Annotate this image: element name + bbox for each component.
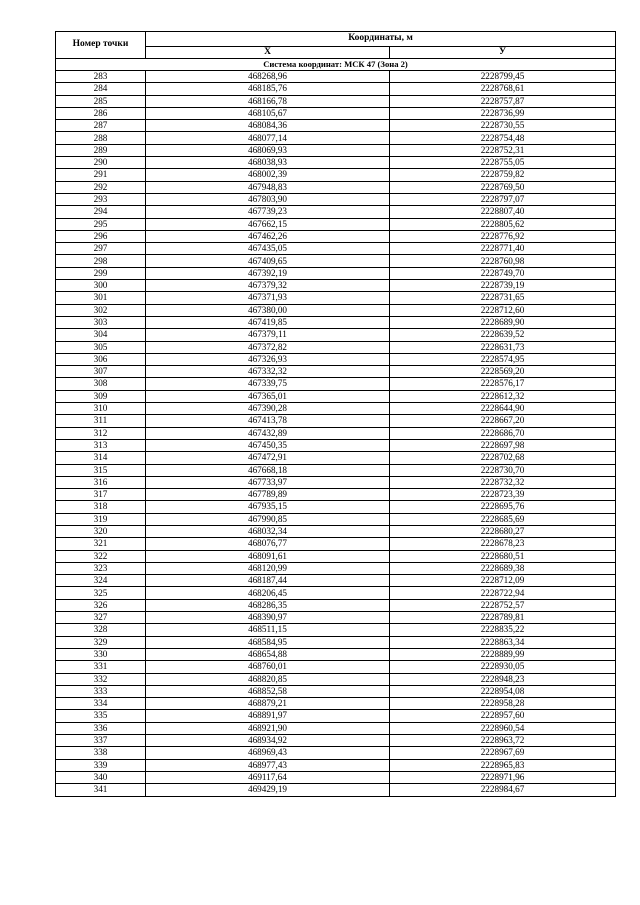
cell-point-number: 331 <box>56 661 146 673</box>
cell-point-number: 295 <box>56 218 146 230</box>
cell-x: 468076,77 <box>146 538 390 550</box>
cell-x: 468206,45 <box>146 587 390 599</box>
cell-y: 2228680,27 <box>390 525 616 537</box>
table-row <box>56 771 616 783</box>
cell-y: 2228689,90 <box>390 316 616 328</box>
cell-point-number: 312 <box>56 427 146 439</box>
cell-y: 2228723,39 <box>390 489 616 501</box>
table-row <box>56 83 616 95</box>
cell-x: 468390,97 <box>146 612 390 624</box>
table-row <box>56 464 616 476</box>
header-x: Х <box>146 46 390 58</box>
cell-x: 467392,19 <box>146 267 390 279</box>
cell-point-number: 337 <box>56 735 146 747</box>
cell-y: 2228805,62 <box>390 218 616 230</box>
cell-point-number: 307 <box>56 366 146 378</box>
cell-point-number: 328 <box>56 624 146 636</box>
table-row <box>56 489 616 501</box>
table-body <box>56 59 616 797</box>
cell-point-number: 302 <box>56 304 146 316</box>
table-row <box>56 120 616 132</box>
header-coordinates: Координаты, м <box>146 32 616 47</box>
table-header <box>56 32 616 59</box>
table-row <box>56 525 616 537</box>
cell-x: 468852,58 <box>146 685 390 697</box>
table-row <box>56 218 616 230</box>
cell-point-number: 330 <box>56 648 146 660</box>
cell-y: 2228749,70 <box>390 267 616 279</box>
cell-point-number: 341 <box>56 784 146 796</box>
cell-y: 2228678,23 <box>390 538 616 550</box>
table-row <box>56 206 616 218</box>
cell-point-number: 313 <box>56 439 146 451</box>
cell-x: 467390,28 <box>146 403 390 415</box>
table-row <box>56 599 616 611</box>
cell-point-number: 286 <box>56 107 146 119</box>
cell-point-number: 310 <box>56 403 146 415</box>
cell-y: 2228697,98 <box>390 439 616 451</box>
table-row <box>56 661 616 673</box>
cell-point-number: 309 <box>56 390 146 402</box>
cell-x: 468069,93 <box>146 144 390 156</box>
cell-y: 2228958,28 <box>390 698 616 710</box>
cell-x: 468921,90 <box>146 722 390 734</box>
cell-point-number: 305 <box>56 341 146 353</box>
cell-x: 468084,36 <box>146 120 390 132</box>
cell-x: 467990,85 <box>146 513 390 525</box>
cell-point-number: 335 <box>56 710 146 722</box>
cell-x: 468654,88 <box>146 648 390 660</box>
cell-x: 468077,14 <box>146 132 390 144</box>
cell-point-number: 324 <box>56 575 146 587</box>
cell-x: 467450,35 <box>146 439 390 451</box>
cell-point-number: 300 <box>56 280 146 292</box>
cell-point-number: 339 <box>56 759 146 771</box>
table-row <box>56 673 616 685</box>
cell-y: 2228667,20 <box>390 415 616 427</box>
cell-x: 467432,89 <box>146 427 390 439</box>
cell-point-number: 326 <box>56 599 146 611</box>
cell-point-number: 304 <box>56 329 146 341</box>
table-row <box>56 390 616 402</box>
cell-x: 468032,34 <box>146 525 390 537</box>
cell-x: 468977,43 <box>146 759 390 771</box>
table-row <box>56 648 616 660</box>
cell-y: 2228789,81 <box>390 612 616 624</box>
cell-x: 467413,78 <box>146 415 390 427</box>
table-row <box>56 685 616 697</box>
cell-x: 468891,97 <box>146 710 390 722</box>
cell-x: 468120,99 <box>146 562 390 574</box>
cell-y: 2228639,52 <box>390 329 616 341</box>
cell-point-number: 338 <box>56 747 146 759</box>
table-row <box>56 722 616 734</box>
cell-point-number: 316 <box>56 476 146 488</box>
table-row <box>56 304 616 316</box>
cell-point-number: 317 <box>56 489 146 501</box>
cell-y: 2228948,23 <box>390 673 616 685</box>
cell-y: 2228695,76 <box>390 501 616 513</box>
cell-y: 2228799,45 <box>390 71 616 83</box>
coordinates-sheet <box>55 31 615 797</box>
cell-y: 2228930,05 <box>390 661 616 673</box>
cell-x: 468511,15 <box>146 624 390 636</box>
cell-y: 2228755,05 <box>390 157 616 169</box>
cell-y: 2228731,65 <box>390 292 616 304</box>
cell-point-number: 287 <box>56 120 146 132</box>
coordinates-table <box>55 31 616 797</box>
table-row <box>56 280 616 292</box>
cell-x: 467326,93 <box>146 353 390 365</box>
cell-point-number: 319 <box>56 513 146 525</box>
table-row <box>56 747 616 759</box>
table-row <box>56 624 616 636</box>
cell-x: 467668,18 <box>146 464 390 476</box>
cell-y: 2228702,68 <box>390 452 616 464</box>
cell-y: 2228644,90 <box>390 403 616 415</box>
cell-point-number: 288 <box>56 132 146 144</box>
cell-point-number: 296 <box>56 230 146 242</box>
cell-point-number: 327 <box>56 612 146 624</box>
cell-y: 2228712,09 <box>390 575 616 587</box>
header-y: У <box>390 46 616 58</box>
cell-point-number: 323 <box>56 562 146 574</box>
cell-y: 2228730,55 <box>390 120 616 132</box>
cell-point-number: 332 <box>56 673 146 685</box>
cell-point-number: 315 <box>56 464 146 476</box>
cell-y: 2228863,34 <box>390 636 616 648</box>
cell-x: 467332,32 <box>146 366 390 378</box>
cell-x: 468879,21 <box>146 698 390 710</box>
cell-y: 2228612,32 <box>390 390 616 402</box>
cell-y: 2228768,61 <box>390 83 616 95</box>
table-row <box>56 550 616 562</box>
table-row <box>56 403 616 415</box>
cell-point-number: 283 <box>56 71 146 83</box>
cell-x: 469117,64 <box>146 771 390 783</box>
table-row <box>56 95 616 107</box>
cell-x: 467419,85 <box>146 316 390 328</box>
table-row <box>56 575 616 587</box>
table-row <box>56 292 616 304</box>
table-row <box>56 439 616 451</box>
cell-point-number: 294 <box>56 206 146 218</box>
cell-x: 468584,95 <box>146 636 390 648</box>
cell-y: 2228752,31 <box>390 144 616 156</box>
table-row <box>56 587 616 599</box>
table-row <box>56 169 616 181</box>
table-row <box>56 71 616 83</box>
cell-point-number: 297 <box>56 243 146 255</box>
cell-x: 468091,61 <box>146 550 390 562</box>
table-row <box>56 366 616 378</box>
cell-x: 468820,85 <box>146 673 390 685</box>
cell-point-number: 284 <box>56 83 146 95</box>
cell-point-number: 306 <box>56 353 146 365</box>
cell-point-number: 340 <box>56 771 146 783</box>
header-point-number: Номер точки <box>56 32 146 59</box>
table-row <box>56 710 616 722</box>
table-row <box>56 193 616 205</box>
cell-x: 468969,43 <box>146 747 390 759</box>
table-row <box>56 181 616 193</box>
cell-x: 467803,90 <box>146 193 390 205</box>
cell-y: 2228689,38 <box>390 562 616 574</box>
table-row <box>56 132 616 144</box>
table-row <box>56 476 616 488</box>
cell-y: 2228686,70 <box>390 427 616 439</box>
cell-point-number: 299 <box>56 267 146 279</box>
table-row <box>56 378 616 390</box>
table-row <box>56 562 616 574</box>
cell-point-number: 321 <box>56 538 146 550</box>
cell-x: 467935,15 <box>146 501 390 513</box>
cell-y: 2228967,69 <box>390 747 616 759</box>
table-row <box>56 267 616 279</box>
cell-x: 468002,39 <box>146 169 390 181</box>
cell-y: 2228971,96 <box>390 771 616 783</box>
cell-point-number: 314 <box>56 452 146 464</box>
cell-point-number: 329 <box>56 636 146 648</box>
table-row <box>56 538 616 550</box>
table-row <box>56 501 616 513</box>
cell-y: 2228576,17 <box>390 378 616 390</box>
cell-x: 467371,93 <box>146 292 390 304</box>
cell-x: 467462,26 <box>146 230 390 242</box>
cell-y: 2228760,98 <box>390 255 616 267</box>
cell-point-number: 291 <box>56 169 146 181</box>
cell-x: 467380,00 <box>146 304 390 316</box>
cell-y: 2228889,99 <box>390 648 616 660</box>
table-row <box>56 698 616 710</box>
cell-y: 2228680,51 <box>390 550 616 562</box>
cell-point-number: 308 <box>56 378 146 390</box>
cell-x: 467365,01 <box>146 390 390 402</box>
cell-y: 2228754,48 <box>390 132 616 144</box>
cell-x: 468038,93 <box>146 157 390 169</box>
cell-y: 2228965,83 <box>390 759 616 771</box>
cell-y: 2228732,32 <box>390 476 616 488</box>
cell-y: 2228957,60 <box>390 710 616 722</box>
cell-y: 2228736,99 <box>390 107 616 119</box>
table-row <box>56 415 616 427</box>
cell-x: 468185,76 <box>146 83 390 95</box>
table-row <box>56 107 616 119</box>
cell-point-number: 303 <box>56 316 146 328</box>
table-row <box>56 144 616 156</box>
cell-point-number: 301 <box>56 292 146 304</box>
cell-y: 2228797,07 <box>390 193 616 205</box>
cell-y: 2228730,70 <box>390 464 616 476</box>
coordinate-system-caption: Система координат: МСК 47 (Зона 2) <box>56 59 616 71</box>
cell-y: 2228757,87 <box>390 95 616 107</box>
cell-point-number: 298 <box>56 255 146 267</box>
cell-x: 468105,67 <box>146 107 390 119</box>
cell-x: 467409,65 <box>146 255 390 267</box>
cell-x: 467662,15 <box>146 218 390 230</box>
table-row <box>56 316 616 328</box>
cell-y: 2228807,40 <box>390 206 616 218</box>
cell-y: 2228954,08 <box>390 685 616 697</box>
cell-x: 467379,11 <box>146 329 390 341</box>
cell-x: 467339,75 <box>146 378 390 390</box>
cell-y: 2228722,94 <box>390 587 616 599</box>
cell-y: 2228960,54 <box>390 722 616 734</box>
table-row <box>56 427 616 439</box>
table-row <box>56 636 616 648</box>
cell-y: 2228752,57 <box>390 599 616 611</box>
cell-x: 468934,92 <box>146 735 390 747</box>
table-row <box>56 513 616 525</box>
cell-x: 468286,35 <box>146 599 390 611</box>
table-row <box>56 255 616 267</box>
cell-y: 2228685,69 <box>390 513 616 525</box>
cell-point-number: 334 <box>56 698 146 710</box>
cell-x: 467379,32 <box>146 280 390 292</box>
table-row <box>56 157 616 169</box>
table-row <box>56 759 616 771</box>
cell-point-number: 333 <box>56 685 146 697</box>
table-row <box>56 230 616 242</box>
cell-y: 2228739,19 <box>390 280 616 292</box>
cell-point-number: 289 <box>56 144 146 156</box>
cell-x: 468166,78 <box>146 95 390 107</box>
table-row <box>56 329 616 341</box>
cell-x: 469429,19 <box>146 784 390 796</box>
cell-x: 467472,91 <box>146 452 390 464</box>
cell-point-number: 311 <box>56 415 146 427</box>
cell-y: 2228776,92 <box>390 230 616 242</box>
table-row <box>56 452 616 464</box>
cell-x: 467372,82 <box>146 341 390 353</box>
cell-point-number: 293 <box>56 193 146 205</box>
cell-point-number: 320 <box>56 525 146 537</box>
cell-x: 467739,23 <box>146 206 390 218</box>
cell-y: 2228771,40 <box>390 243 616 255</box>
cell-point-number: 325 <box>56 587 146 599</box>
cell-y: 2228769,50 <box>390 181 616 193</box>
table-row <box>56 784 616 796</box>
cell-point-number: 285 <box>56 95 146 107</box>
cell-x: 468187,44 <box>146 575 390 587</box>
table-row <box>56 341 616 353</box>
cell-x: 467948,83 <box>146 181 390 193</box>
table-row <box>56 243 616 255</box>
cell-point-number: 292 <box>56 181 146 193</box>
cell-y: 2228569,20 <box>390 366 616 378</box>
table-row <box>56 735 616 747</box>
cell-x: 467733,97 <box>146 476 390 488</box>
cell-point-number: 336 <box>56 722 146 734</box>
table-row <box>56 353 616 365</box>
cell-y: 2228984,67 <box>390 784 616 796</box>
cell-y: 2228835,22 <box>390 624 616 636</box>
cell-y: 2228963,72 <box>390 735 616 747</box>
cell-x: 468760,01 <box>146 661 390 673</box>
cell-x: 468268,96 <box>146 71 390 83</box>
cell-y: 2228712,60 <box>390 304 616 316</box>
cell-y: 2228759,82 <box>390 169 616 181</box>
cell-x: 467435,05 <box>146 243 390 255</box>
table-row <box>56 612 616 624</box>
cell-point-number: 318 <box>56 501 146 513</box>
cell-x: 467789,89 <box>146 489 390 501</box>
cell-point-number: 290 <box>56 157 146 169</box>
cell-y: 2228574,95 <box>390 353 616 365</box>
cell-y: 2228631,73 <box>390 341 616 353</box>
cell-point-number: 322 <box>56 550 146 562</box>
